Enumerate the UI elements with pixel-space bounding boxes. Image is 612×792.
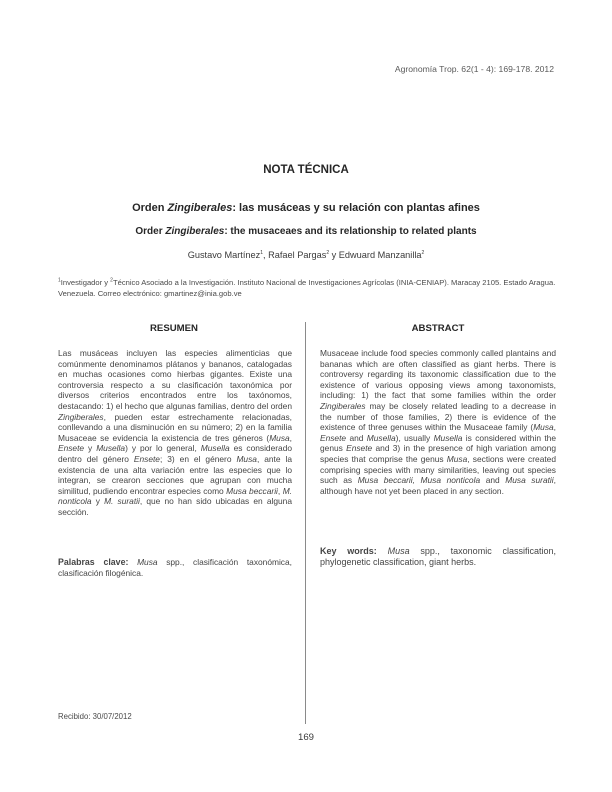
abstract-keywords: Key words: Musa spp., taxonomic classification, phylogenetic classification, giant herbs. <box>320 546 556 567</box>
abstract-body: Musaceae include food species commonly called plantains and bananas which are often classified as giant herbs. There is controversy regarding its taxonomic classification due to the existence of various opposing views among taxonomists, including: 1) the fact that some families within the order Zingiberales may be closely related leading to a decrease in the number of those families, 2) there is evidence of the existence of three genuses within the Musaceae family (Musa, Ensete and Musella), usually Musella is considered within the genus Ensete and 3) in the presence of high variation among species that comprise the genus Musa, sections were created comprising species with many similarities, leaving out species such as Musa beccarii, Musa nonticola and Musa suratii, although have not yet been placed in any section. <box>320 348 556 496</box>
section-label: NOTA TÉCNICA <box>263 164 349 176</box>
author-affiliation: $^1$Investigador y $^2$Técnico Asociado a la Investigación. Instituto Nacional de Investigaciones Agrícolas (INIA-CENIAP). Maracay 2105. Estado Aragua. Venezuela. Correo electrónico: gmartinez@inia.gob.ve <box>58 277 556 298</box>
journal-reference: Agronomía Trop. 62(1 - 4): 169-178. 2012 <box>394 64 554 74</box>
title-spanish: Orden Zingiberales: las musáceas y su relación con plantas afines <box>132 202 480 214</box>
abstract-heading: ABSTRACT <box>411 323 465 334</box>
title-english: Order Zingiberales: the musaceaes and its relationship to related plants <box>135 226 477 237</box>
page-number: 169 <box>297 732 314 743</box>
column-divider <box>305 322 306 724</box>
author-list: Gustavo Martínez$^1$, Rafael Pargas$^2$ y Edwuard Manzanilla$^2$ <box>187 249 425 260</box>
resumen-heading: RESUMEN <box>150 323 198 334</box>
resumen-body: Las musáceas incluyen las especies alimenticias que comúnmente denominamos plátanos y bananos, catalogadas en muchas ocasiones como hierbas gigantes. Existe una controversia respecto a su clasificación taxonómica por diversos criterios encontrados entre los taxónomos, destacando: 1) el hecho que algunas familias, dentro del orden Zingiberales, pueden estar estrechamente relacionadas, conllevando a una disminución en su número; 2) en la familia Musaceae se evidencia la existencia de tres géneros (Musa, Ensete y Musella) y por lo general, Musella es considerado dentro del género Ensete; 3) en el género Musa, ante la existencia de una alta variación entre las especies que lo integran, se crearon secciones que agrupan con mucha similitud, pudiendo encontrar especies como Musa beccarii, M. nonticola y M. suratii, que no han sido ubicadas en alguna sección. <box>58 348 293 517</box>
received-date: Recibido: 30/07/2012 <box>58 712 132 721</box>
resumen-keywords: Palabras clave: Musa spp., clasificación taxonómica, clasificación filogénica. <box>58 557 292 578</box>
